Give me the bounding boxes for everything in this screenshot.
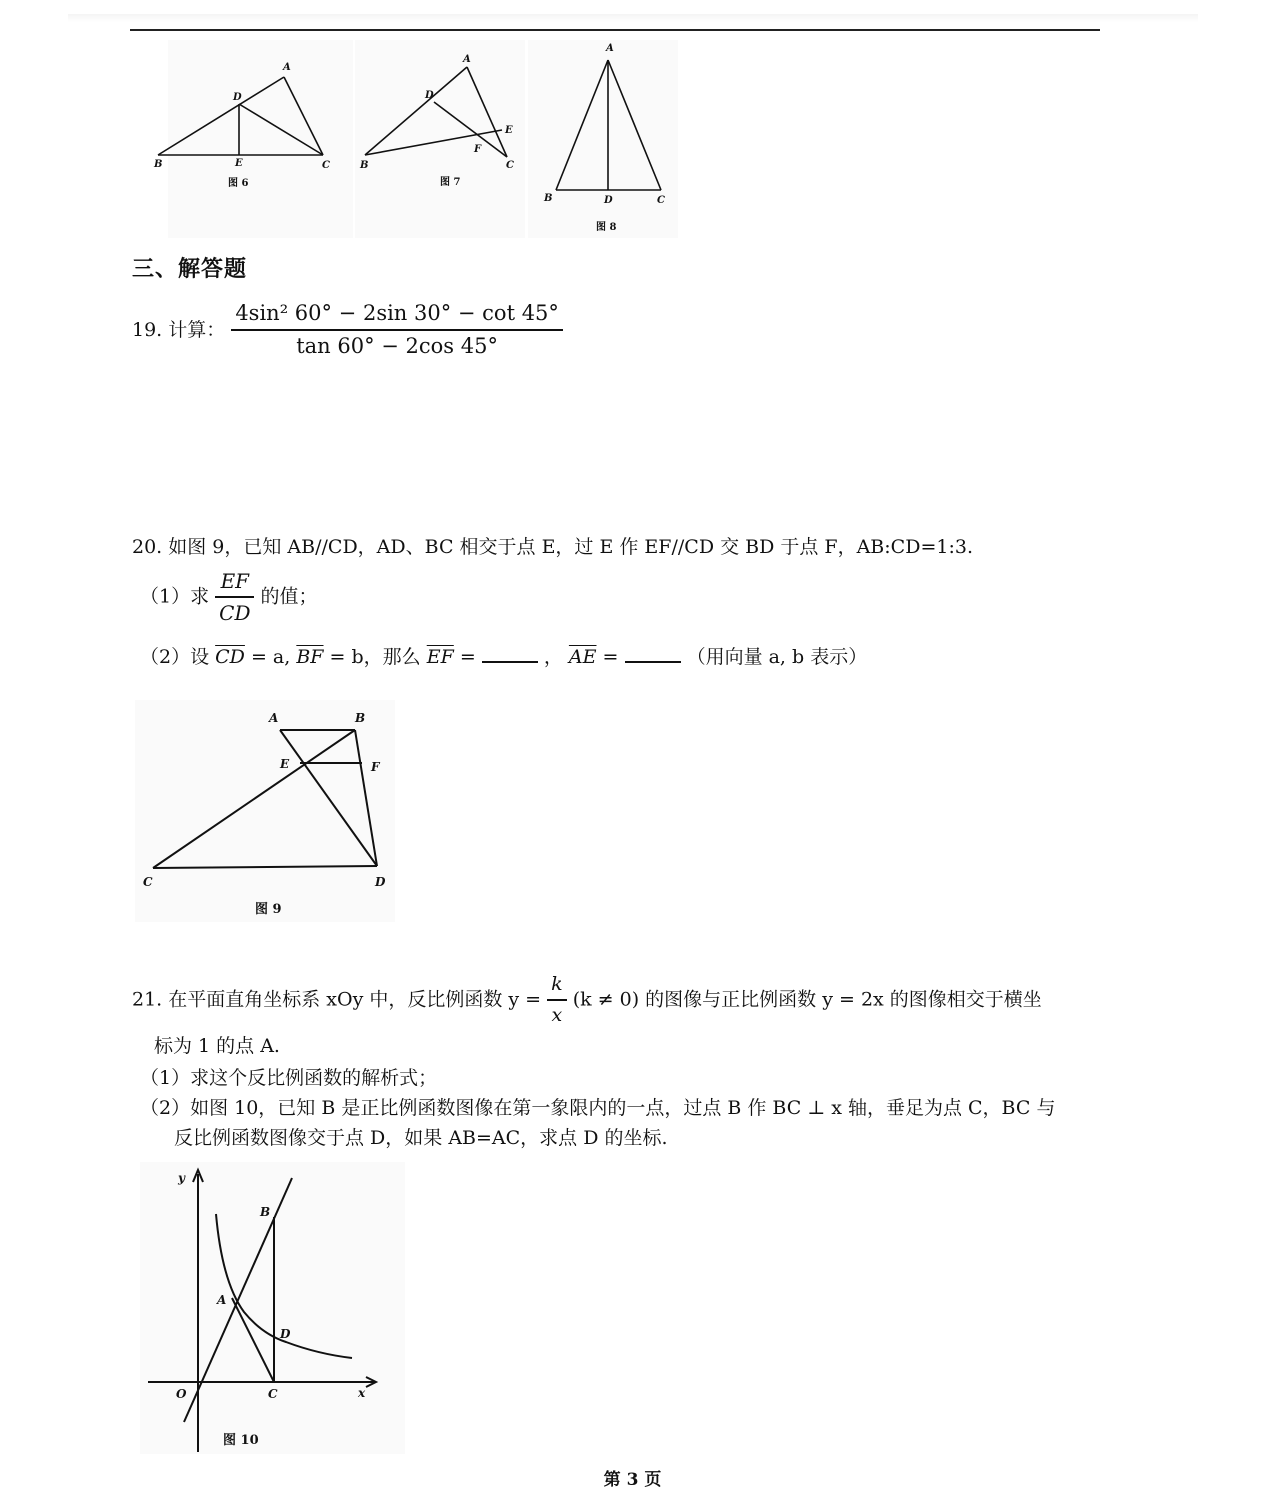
fig10-label-O: O (176, 1387, 187, 1401)
fig6-caption: 图 6 (228, 178, 249, 189)
figure-6-svg (154, 40, 353, 238)
question-19 (132, 300, 563, 361)
q20-part1-denominator: CD (219, 601, 251, 625)
fig10-label-B: B (260, 1205, 271, 1219)
question-21-part-1: （1）求这个反比例函数的解析式； (140, 1067, 438, 1089)
fig9-label-A: A (269, 711, 279, 725)
figure-8-svg (528, 40, 678, 238)
q20-part1-prefix: （1）求 (140, 585, 210, 608)
fig8-line-AB (556, 60, 608, 190)
fig8-caption: 图 8 (596, 222, 617, 233)
question-21-part-2-line-1: （2）如图 10，已知 B 是正比例函数图像在第一象限内的一点，过点 B 作 BC ⊥ x 轴，垂足为点 C，BC 与 (140, 1097, 1056, 1119)
fig6-line-BA (158, 77, 284, 155)
vector-cd: $\overline{CD}$ (215, 646, 245, 668)
fig6-label-D: D (233, 92, 242, 103)
figure-8 (528, 40, 678, 238)
question-20-stem: 20. 如图 9，已知 AB//CD，AD、BC 相交于点 E，过 E 作 EF//CD 交 BD 于点 F，AB:CD=1:3. (132, 536, 973, 558)
vector-ef: $\overline{EF}$ (426, 646, 454, 668)
fig9-line-AD (280, 730, 377, 866)
q20-part2-sep: ， (543, 646, 563, 668)
fig9-label-C: C (143, 875, 153, 889)
q21-fraction (547, 972, 567, 1027)
fig7-caption: 图 7 (440, 177, 461, 188)
q20-part2-eq-a: = a, (250, 646, 291, 668)
fig7-label-F: F (474, 144, 482, 155)
fig7-label-B: B (360, 160, 369, 171)
q21-line1-b: (k ≠ 0) 的图像与正比例函数 y = 2x 的图像相交于横坐 (572, 988, 1042, 1011)
fig8-line-AC (608, 60, 661, 190)
figure-7 (355, 40, 525, 238)
q20-part2-eq-b: = b，那么 (329, 646, 421, 668)
fig6-label-A: A (283, 62, 291, 73)
q21-frac-den: x (551, 1003, 563, 1026)
fig6-label-B: B (154, 159, 163, 170)
figure-7-svg (355, 40, 525, 238)
vector-bf: $\overline{BF}$ (296, 646, 324, 668)
header-rule (130, 29, 1100, 31)
fig8-label-A: A (606, 43, 614, 54)
fig9-label-E: E (280, 757, 290, 771)
figure-9 (135, 700, 395, 922)
fig7-label-C: C (506, 160, 514, 171)
fig10-label-A: A (217, 1293, 227, 1307)
fig7-line-BA (365, 67, 467, 155)
figure-10 (140, 1162, 405, 1454)
q19-prefix: 19. 计算： (132, 318, 226, 341)
fig10-caption: 图 10 (223, 1433, 259, 1448)
fig9-label-B: B (355, 711, 366, 725)
q21-frac-num: k (547, 972, 567, 1001)
section-title: 三、解答题 (132, 256, 248, 282)
q20-part2-prefix: （2）设 (140, 646, 210, 668)
fig9-label-F: F (371, 760, 380, 774)
fig9-line-BC (153, 730, 355, 868)
question-20-part-2 (140, 643, 867, 670)
question-20-part-1 (140, 568, 318, 626)
fig6-label-E: E (235, 158, 243, 169)
q20-part1-numerator: EF (215, 568, 254, 598)
fig6-label-C: C (322, 160, 330, 171)
question-21-part-2-line-2: 反比例函数图像交于点 D，如果 AB=AC，求点 D 的坐标. (174, 1127, 668, 1149)
fig8-label-C: C (657, 195, 665, 206)
q20-part2-eq2: = (602, 646, 619, 668)
fig9-line-BD (355, 730, 377, 866)
fig8-label-B: B (544, 193, 553, 204)
fig8-label-D: D (604, 195, 613, 206)
page-top-band (68, 14, 1198, 22)
figure-10-svg (140, 1162, 405, 1454)
answer-blank-ae[interactable] (625, 643, 681, 663)
q20-part2-eq: = (459, 646, 476, 668)
fig10-line-AC (232, 1298, 274, 1382)
fig10-label-C: C (268, 1387, 278, 1401)
fig10-label-D: D (280, 1327, 291, 1341)
q19-denominator: tan 60° − 2cos 45° (296, 334, 498, 359)
q21-line1-a: 21. 在平面直角坐标系 xOy 中，反比例函数 y = (132, 988, 542, 1011)
q20-part1-fraction (215, 568, 254, 626)
figure-9-svg (135, 700, 395, 922)
page-number: 第 3 页 (603, 1470, 662, 1490)
fig10-line-y2x (184, 1178, 292, 1422)
fig9-line-CD (153, 866, 377, 868)
fig7-line-AC (467, 67, 507, 157)
fig7-label-A: A (463, 54, 471, 65)
q20-part1-suffix: 的值； (260, 585, 318, 608)
fig7-label-D: D (425, 90, 434, 101)
q19-numerator: 4sin² 60° − 2sin 30° − cot 45° (231, 300, 563, 331)
fig7-label-E: E (505, 125, 513, 136)
q19-fraction (231, 300, 563, 361)
fig10-label-y: y (178, 1171, 185, 1185)
question-21-line-2: 标为 1 的点 A. (154, 1035, 280, 1057)
fig9-label-D: D (375, 875, 386, 889)
answer-blank-ef[interactable] (482, 643, 538, 663)
question-21-line-1 (132, 972, 1042, 1027)
fig9-caption: 图 9 (255, 902, 282, 917)
fig10-label-x: x (358, 1386, 366, 1400)
fig7-line-DC (434, 102, 507, 157)
q20-part2-suffix: （用向量 a, b 表示） (686, 646, 868, 668)
vector-ae: $\overline{AE}$ (568, 646, 597, 668)
figure-6 (154, 40, 353, 238)
fig7-line-BE (365, 130, 502, 155)
